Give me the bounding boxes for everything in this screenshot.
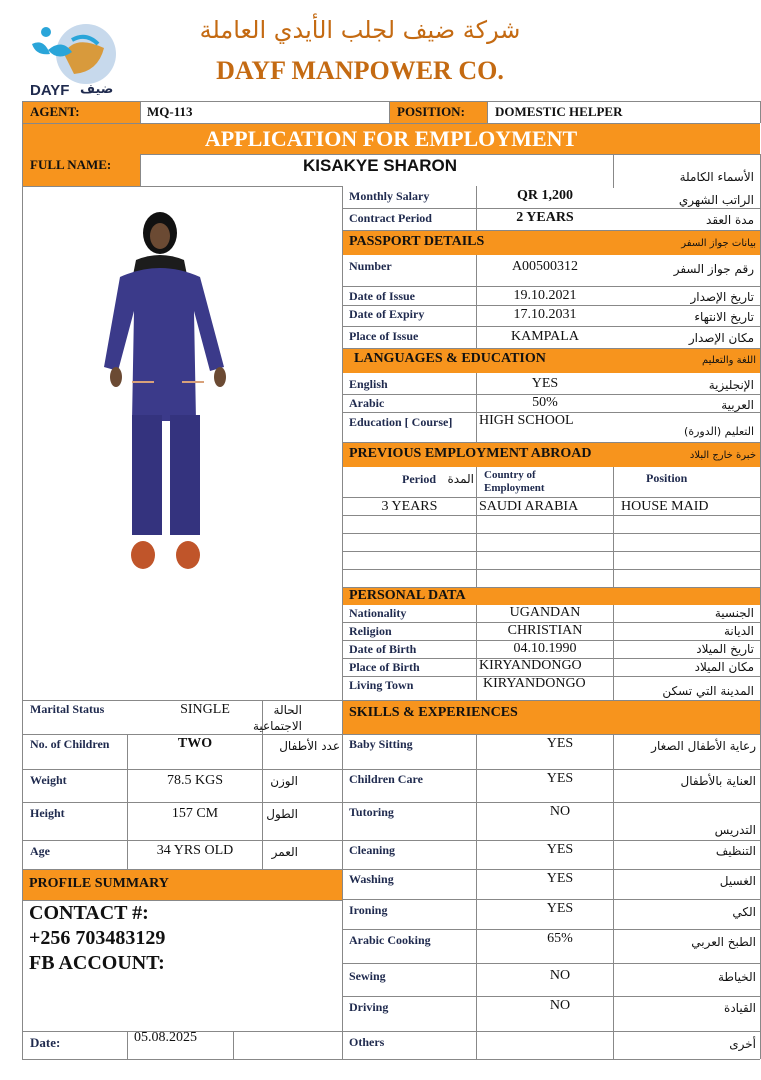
skill-ironing-value: YES (546, 901, 574, 916)
skill-baby-sitting-arabic: رعاية الأطفال الصغار (651, 739, 756, 753)
place-of-birth-value: KIRYANDONGO (479, 658, 582, 673)
employment-title-arabic: خبرة خارج البلاد (689, 450, 756, 461)
company-name: DAYF MANPOWER CO. (216, 56, 504, 85)
date-of-birth-value: 04.10.1990 (513, 641, 577, 656)
height-label: Height (30, 806, 65, 820)
contract-period-arabic: مدة العقد (706, 213, 754, 227)
employment-position: HOUSE MAID (621, 499, 709, 514)
age-arabic: العمر (271, 845, 298, 859)
weight-value: 78.5 KGS (166, 773, 223, 788)
full-name-label: FULL NAME: (30, 157, 112, 172)
english-label: English (349, 377, 388, 391)
skill-children-care-label: Children Care (349, 772, 423, 786)
monthly-salary-label: Monthly Salary (349, 189, 430, 203)
date-of-expiry-arabic: تاريخ الانتهاء (694, 310, 754, 324)
marital-status-value: SINGLE (180, 702, 230, 717)
skill-tutoring-value: NO (549, 804, 571, 819)
monthly-salary-value: QR 1,200 (517, 188, 573, 203)
skill-children-care-arabic: العناية بالأطفال (680, 774, 756, 788)
employment-period: 3 YEARS (381, 499, 438, 514)
monthly-salary-arabic: الراتب الشهري (678, 193, 754, 207)
children-arabic: عدد الأطفال (279, 739, 340, 753)
skill-cleaning-arabic: التنظيف (715, 844, 756, 858)
living-town-label: Living Town (349, 678, 414, 692)
position-header: Position (646, 471, 688, 485)
skill-others-arabic: أخرى (729, 1037, 756, 1051)
date-value: 05.08.2025 (134, 1030, 197, 1045)
weight-label: Weight (30, 773, 67, 787)
passport-number-label: Number (349, 259, 392, 273)
skill-washing-label: Washing (349, 872, 394, 886)
skill-ironing-label: Ironing (349, 903, 388, 917)
weight-arabic: الوزن (270, 774, 298, 788)
employment-country: SAUDI ARABIA (479, 499, 579, 514)
date-of-issue-arabic: تاريخ الإصدار (690, 290, 754, 304)
skill-sewing-label: Sewing (349, 969, 386, 983)
skill-cleaning-label: Cleaning (349, 843, 396, 857)
languages-title-arabic: اللغة والتعليم (702, 355, 756, 366)
education-arabic: التعليم (الدورة) (684, 425, 754, 438)
marital-status-label: Marital Status (30, 702, 105, 716)
skill-ironing-arabic: الكي (732, 905, 756, 919)
logo-text: DAYF (30, 82, 70, 99)
skill-tutoring-label: Tutoring (349, 805, 394, 819)
employment-title: PREVIOUS EMPLOYMENT ABROAD (349, 446, 592, 461)
skill-tutoring-arabic: التدريس (714, 823, 756, 837)
logo-arabic: ضيف (80, 82, 114, 97)
skill-cleaning-value: YES (546, 842, 574, 857)
arabic-value: 50% (532, 395, 558, 410)
date-of-issue-label: Date of Issue (349, 289, 415, 303)
passport-title: PASSPORT DETAILS (349, 234, 485, 249)
contract-period-label: Contract Period (349, 211, 432, 225)
languages-title: LANGUAGES & EDUCATION (354, 351, 546, 366)
age-value: 34 YRS OLD (156, 843, 234, 858)
full-name-value: KISAKYE SHARON (303, 156, 457, 175)
contact-number: +256 703483129 (29, 927, 166, 949)
date-of-expiry-label: Date of Expiry (349, 307, 425, 321)
nationality-arabic: الجنسية (714, 606, 754, 620)
skill-sewing-arabic: الخياطة (718, 970, 756, 984)
passport-number-value: A00500312 (511, 259, 579, 274)
height-value: 157 CM (171, 806, 219, 821)
living-town-arabic: المدينة التي تسكن (662, 684, 754, 698)
company-name-arabic: شركة ضيف لجلب الأيدي العاملة (199, 16, 521, 44)
skills-title: SKILLS & EXPERIENCES (349, 705, 518, 720)
religion-value: CHRISTIAN (507, 623, 583, 638)
skill-children-care-value: YES (546, 771, 574, 786)
place-of-birth-label: Place of Birth (349, 660, 420, 674)
position-value: DOMESTIC HELPER (495, 104, 623, 119)
agent-value: MQ-113 (147, 104, 193, 119)
date-of-birth-label: Date of Birth (349, 642, 417, 656)
marital-status-arabic: الحالة الاجتماعية (252, 703, 302, 733)
education-label: Education [ Course] (349, 415, 453, 429)
nationality-value: UGANDAN (509, 605, 581, 620)
arabic-arabic: العربية (721, 398, 754, 412)
passport-number-arabic: رقم جواز السفر (673, 262, 754, 276)
date-of-birth-arabic: تاريخ الميلاد (696, 642, 754, 656)
form-title: APPLICATION FOR EMPLOYMENT (204, 126, 578, 151)
education-value: HIGH SCHOOL (479, 413, 574, 428)
skill-others-label: Others (349, 1035, 385, 1049)
religion-label: Religion (349, 624, 392, 638)
children-label: No. of Children (30, 737, 110, 751)
period-header: Period (402, 472, 436, 486)
company-logo (24, 10, 122, 102)
skill-washing-arabic: الغسيل (719, 874, 756, 888)
arabic-label: Arabic (349, 396, 385, 410)
skill-sewing-value: NO (549, 968, 571, 983)
position-label: POSITION: (397, 104, 465, 119)
english-arabic: الإنجليزية (708, 378, 754, 392)
skill-baby-sitting-value: YES (546, 736, 574, 751)
applicant-photo (100, 205, 235, 575)
children-value: TWO (177, 736, 213, 751)
country-header: Country of Employment (484, 469, 545, 494)
profile-title: PROFILE SUMMARY (29, 876, 169, 891)
religion-arabic: الديانة (723, 624, 754, 638)
contact-line: CONTACT #: (29, 902, 149, 924)
agent-label: AGENT: (30, 104, 80, 119)
skill-driving-label: Driving (349, 1000, 389, 1014)
skill-washing-value: YES (546, 871, 574, 886)
fb-account-line: FB ACCOUNT: (29, 952, 165, 974)
passport-title-arabic: بيانات جواز السفر (681, 238, 756, 249)
living-town-value: KIRYANDONGO (483, 676, 586, 691)
age-label: Age (30, 844, 50, 858)
skill-arabic-cooking-value: 65% (547, 931, 573, 946)
date-of-expiry-value: 17.10.2031 (513, 307, 577, 322)
skill-driving-value: NO (549, 998, 571, 1013)
period-header-arabic: المدة (447, 472, 474, 486)
place-of-issue-value: KAMPALA (511, 329, 579, 344)
place-of-issue-arabic: مكان الإصدار (688, 331, 754, 345)
skill-arabic-cooking-label: Arabic Cooking (349, 933, 431, 947)
place-of-birth-arabic: مكان الميلاد (694, 660, 754, 674)
nationality-label: Nationality (349, 606, 407, 620)
personal-title: PERSONAL DATA (349, 588, 466, 603)
place-of-issue-label: Place of Issue (349, 329, 419, 343)
date-label: Date: (30, 1035, 61, 1050)
contract-period-value: 2 YEARS (516, 210, 574, 225)
skill-arabic-cooking-arabic: الطبخ العربي (691, 935, 756, 949)
date-of-issue-value: 19.10.2021 (513, 288, 577, 303)
full-name-arabic: الأسماء الكاملة (679, 170, 754, 184)
skill-baby-sitting-label: Baby Sitting (349, 737, 413, 751)
height-arabic: الطول (266, 807, 298, 821)
english-value: YES (531, 376, 559, 391)
skill-driving-arabic: القيادة (724, 1001, 756, 1015)
